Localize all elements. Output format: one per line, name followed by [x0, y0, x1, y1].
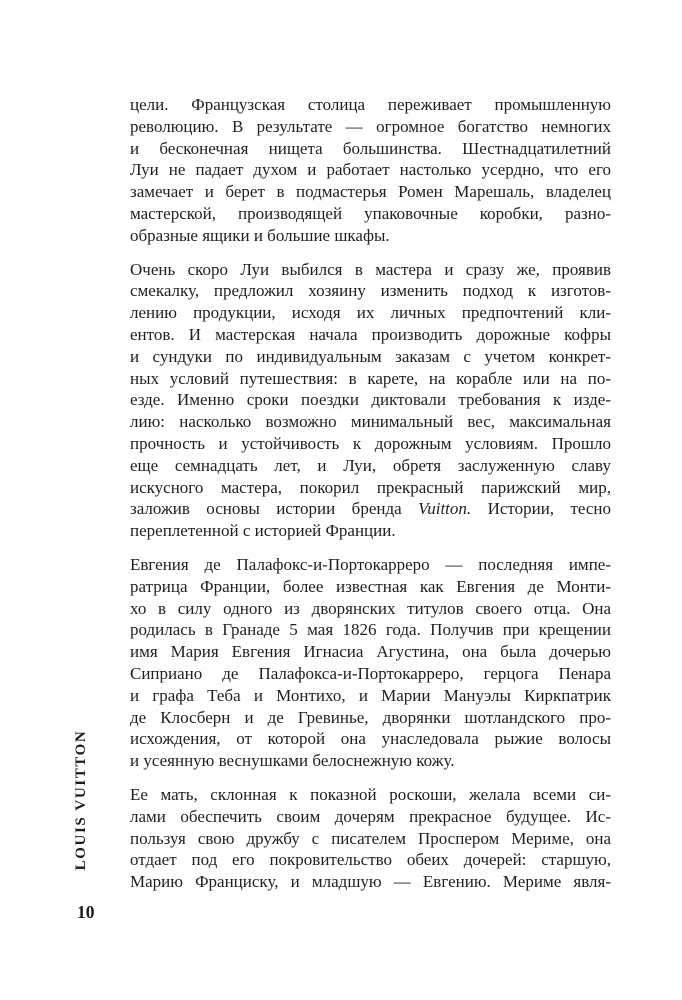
text-line: ных условий путешествия: в карете, на корабле или на по- — [130, 368, 611, 388]
text-line: Марию Франциску, и младшую — Евгению. Мериме явля- — [130, 872, 611, 892]
page-number: 10 — [77, 902, 95, 922]
text-line: хо в силу одного из дворянских титулов своего отца. Она — [130, 598, 611, 618]
brand-name-italic: Vuitton. — [418, 499, 472, 519]
text-line: езде. Именно сроки поездки диктовали требования к изде- — [130, 390, 611, 410]
text-line: искусного мастера, покорил прекрасный парижский мир, — [130, 477, 611, 497]
text-line: Очень скоро Луи выбился в мастера и сразу же, проявив — [130, 259, 611, 279]
text-line: революцию. В результате — огромное богатство немногих — [130, 116, 611, 136]
text-line: отдает под его покровительство обеих дочерей: старшую, — [130, 850, 611, 870]
text-line: Сиприано де Палафокса-и-Портокарреро, герцога Пенара — [130, 663, 611, 683]
brand-line-before: заложив основы истории бренда — [130, 499, 419, 519]
text-line: родилась в Гранаде 5 мая 1826 года. Получив при крещении — [130, 620, 611, 640]
text-line: лию: насколько возможно минимальный вес, максимальная — [130, 412, 611, 432]
paragraph-2 — [130, 259, 611, 542]
text-line: еще семнадцать лет, и Луи, обретя заслуженную славу — [130, 455, 611, 475]
text-line: смекалку, предложил хозяину изменить подход к изготов- — [130, 281, 611, 301]
text-line: прочность и устойчивость к дорожным условиям. Прошло — [130, 433, 611, 453]
page-text-block — [130, 94, 611, 905]
text-line: имя Мария Евгения Игнасиа Агустина, она была дочерью — [130, 642, 611, 662]
book-title-vertical: LOUIS VUITTON — [73, 729, 89, 871]
text-line: Евгения де Палафокс-и-Портокарреро — последняя импе- — [130, 554, 611, 574]
text-line: замечает и берет в подмастерья Ромен Марешаль, владелец — [130, 182, 611, 202]
text-line: ратрица Франции, более известная как Евгения де Монти- — [130, 576, 611, 596]
text-line: лами обеспечить своим дочерям прекрасное будущее. Ис- — [130, 806, 611, 826]
paragraph-3 — [130, 554, 611, 772]
paragraph-4 — [130, 784, 611, 893]
text-line: Луи не падает духом и работает настолько усердно, что его — [130, 160, 611, 180]
text-line: лению продукции, исходя их личных предпочтений кли- — [130, 303, 611, 323]
text-line: образные ящики и большие шкафы. — [130, 225, 390, 245]
paragraph-1 — [130, 94, 611, 247]
text-line: Ее мать, склонная к показной роскоши, желала всеми си- — [130, 784, 611, 804]
text-line-with-brand — [130, 498, 611, 520]
text-line: и усеянную веснушками белоснежную кожу. — [130, 751, 455, 771]
text-line: и графа Теба и Монтихо, и Марии Мануэлы Киркпатрик — [130, 685, 611, 705]
text-line: пользуя свою дружбу с писателем Проспером Мериме, она — [130, 828, 611, 848]
brand-line-after: Истории, тесно — [471, 499, 612, 519]
text-line: исхождения, от которой она унаследовала рыжие волосы — [130, 729, 611, 749]
text-line: и сундуки по индивидуальным заказам с учетом конкрет- — [130, 346, 611, 366]
text-line: де Клосберн и де Гревинье, дворянки шотландского про- — [130, 707, 611, 727]
text-line: мастерской, производящей упаковочные коробки, разно- — [130, 203, 611, 223]
text-line: цели. Французская столица переживает промышленную — [130, 95, 611, 114]
text-line: ентов. И мастерская начала производить дорожные кофры — [130, 324, 611, 344]
text-line: переплетенной с историей Франции. — [130, 521, 396, 541]
text-line: и бесконечная нищета большинства. Шестнадцатилетний — [130, 138, 611, 158]
